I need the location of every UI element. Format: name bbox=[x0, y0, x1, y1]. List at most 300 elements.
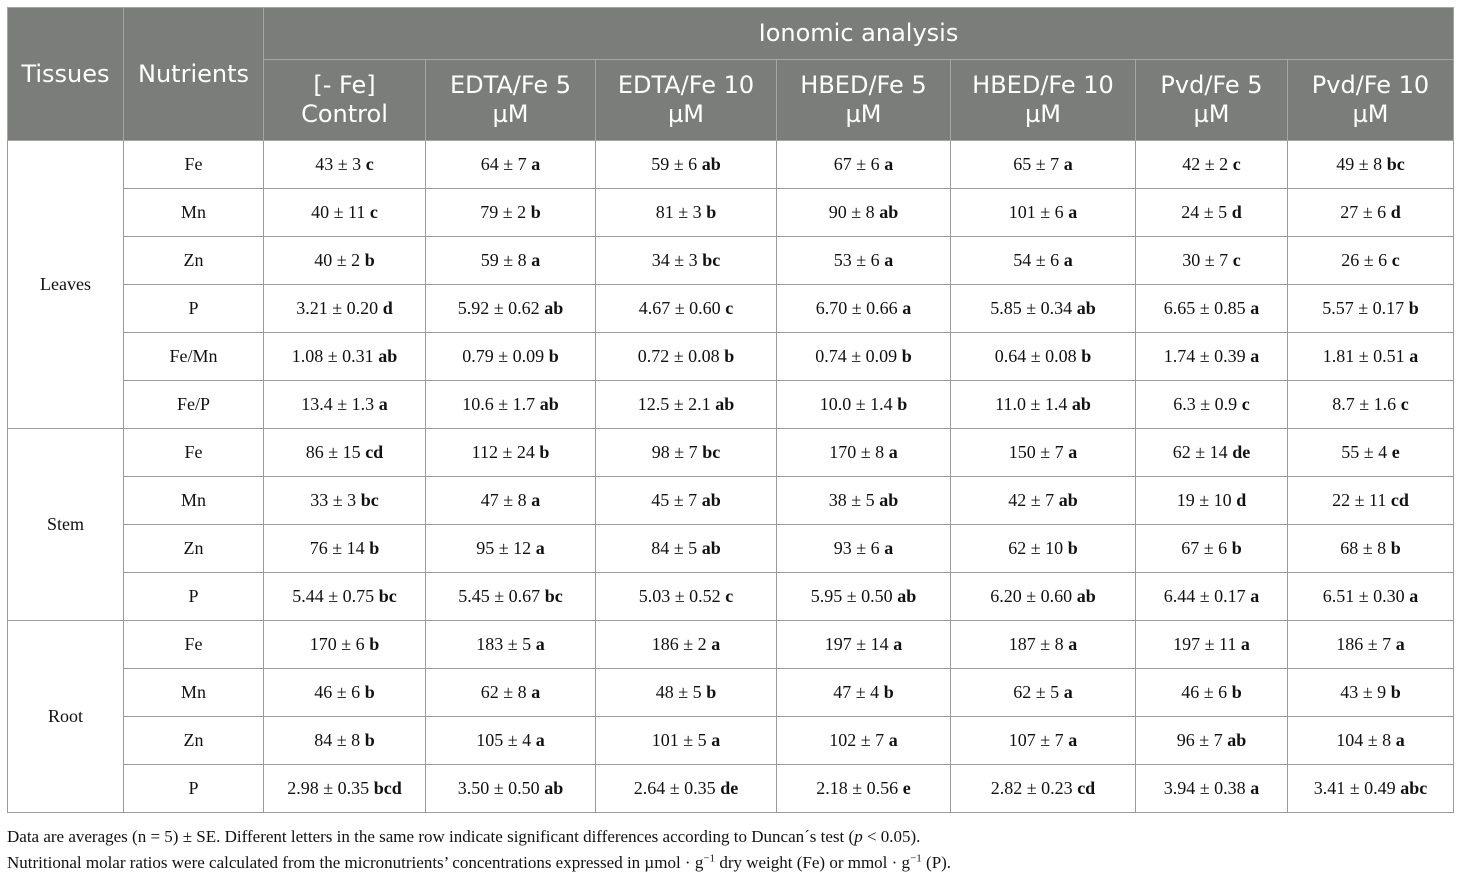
mean-se-value: 2.18 ± 0.56 bbox=[816, 778, 899, 798]
value-cell bbox=[1288, 189, 1454, 237]
mean-se-value: 86 ± 15 bbox=[305, 442, 361, 462]
mean-se-value: 102 ± 7 bbox=[829, 730, 885, 750]
significance-letters: c bbox=[725, 298, 734, 318]
mean-se-value: 5.92 ± 0.62 bbox=[457, 298, 540, 318]
mean-se-value: 43 ± 3 bbox=[315, 154, 362, 174]
mean-se-value: 93 ± 6 bbox=[833, 538, 880, 558]
value-cell bbox=[426, 573, 596, 621]
value-cell bbox=[426, 669, 596, 717]
mean-se-value: 187 ± 8 bbox=[1008, 634, 1064, 654]
mean-se-value: 107 ± 7 bbox=[1008, 730, 1064, 750]
treatment-header bbox=[264, 60, 426, 141]
value-cell bbox=[951, 573, 1136, 621]
value-cell bbox=[777, 525, 951, 573]
significance-letters: ab bbox=[544, 298, 564, 318]
value-cell bbox=[777, 189, 951, 237]
value-cell bbox=[596, 525, 777, 573]
mean-se-value: 55 ± 4 bbox=[1341, 442, 1388, 462]
mean-se-value: 62 ± 8 bbox=[480, 682, 527, 702]
significance-letters: a bbox=[1250, 298, 1260, 318]
value-cell bbox=[1288, 141, 1454, 189]
significance-letters: a bbox=[711, 634, 721, 654]
significance-letters: cd bbox=[1390, 490, 1409, 510]
mean-se-value: 1.08 ± 0.31 bbox=[291, 346, 374, 366]
significance-letters: b bbox=[369, 538, 380, 558]
treatment-header bbox=[777, 60, 951, 141]
significance-letters: ab bbox=[879, 202, 899, 222]
value-cell bbox=[1136, 237, 1288, 285]
significance-letters: a bbox=[1063, 154, 1073, 174]
mean-se-value: 95 ± 12 bbox=[476, 538, 532, 558]
significance-letters: b bbox=[530, 202, 541, 222]
value-cell bbox=[596, 381, 777, 429]
treatment-header-line: HBED/Fe 10 bbox=[972, 71, 1114, 99]
significance-letters: a bbox=[711, 730, 721, 750]
value-cell bbox=[1136, 285, 1288, 333]
mean-se-value: 54 ± 6 bbox=[1013, 250, 1060, 270]
significance-letters: c bbox=[1241, 394, 1250, 414]
significance-letters: a bbox=[535, 730, 545, 750]
value-cell bbox=[777, 669, 951, 717]
nutrient-cell: P bbox=[124, 765, 264, 813]
mean-se-value: 6.65 ± 0.85 bbox=[1163, 298, 1246, 318]
value-cell bbox=[1288, 285, 1454, 333]
value-cell bbox=[596, 429, 777, 477]
value-cell bbox=[777, 429, 951, 477]
mean-se-value: 5.44 ± 0.75 bbox=[292, 586, 375, 606]
mean-se-value: 0.72 ± 0.08 bbox=[637, 346, 720, 366]
nutrient-cell: Zn bbox=[124, 237, 264, 285]
significance-letters: a bbox=[1063, 682, 1073, 702]
significance-letters: b bbox=[706, 202, 717, 222]
treatment-header bbox=[951, 60, 1136, 141]
value-cell bbox=[264, 285, 426, 333]
significance-letters: b bbox=[364, 682, 375, 702]
mean-se-value: 0.79 ± 0.09 bbox=[462, 346, 545, 366]
nutrient-cell: Fe bbox=[124, 621, 264, 669]
nutrient-cell: P bbox=[124, 285, 264, 333]
significance-letters: de bbox=[1232, 442, 1251, 462]
value-cell bbox=[264, 621, 426, 669]
significance-letters: b bbox=[1390, 538, 1401, 558]
mean-se-value: 48 ± 5 bbox=[655, 682, 702, 702]
value-cell bbox=[1136, 381, 1288, 429]
mean-se-value: 2.82 ± 0.23 bbox=[990, 778, 1073, 798]
mean-se-value: 67 ± 6 bbox=[1181, 538, 1228, 558]
nutrient-cell: Mn bbox=[124, 189, 264, 237]
significance-letters: a bbox=[1240, 634, 1250, 654]
value-cell bbox=[1288, 621, 1454, 669]
nutrient-cell: Zn bbox=[124, 525, 264, 573]
significance-letters: a bbox=[1068, 730, 1078, 750]
tissues-header: Tissues bbox=[8, 8, 124, 141]
mean-se-value: 183 ± 5 bbox=[476, 634, 532, 654]
value-cell bbox=[777, 717, 951, 765]
value-cell bbox=[1288, 237, 1454, 285]
treatment-header bbox=[596, 60, 777, 141]
value-cell bbox=[777, 477, 951, 525]
significance-letters: ab bbox=[378, 346, 398, 366]
mean-se-value: 76 ± 14 bbox=[309, 538, 365, 558]
mean-se-value: 6.70 ± 0.66 bbox=[815, 298, 898, 318]
value-cell bbox=[426, 285, 596, 333]
value-cell bbox=[426, 429, 596, 477]
value-cell bbox=[777, 237, 951, 285]
treatment-header-line: µM bbox=[1193, 100, 1230, 128]
significance-letters: a bbox=[1395, 730, 1405, 750]
mean-se-value: 53 ± 6 bbox=[833, 250, 880, 270]
value-cell bbox=[264, 669, 426, 717]
table-row bbox=[8, 477, 1454, 525]
value-cell bbox=[951, 717, 1136, 765]
mean-se-value: 8.7 ± 1.6 bbox=[1332, 394, 1397, 414]
mean-se-value: 43 ± 9 bbox=[1340, 682, 1387, 702]
table-footnotes bbox=[7, 824, 1453, 876]
ionomic-table bbox=[7, 7, 1454, 813]
value-cell bbox=[1136, 525, 1288, 573]
treatment-header-line: Pvd/Fe 5 bbox=[1160, 71, 1263, 99]
mean-se-value: 13.4 ± 1.3 bbox=[301, 394, 375, 414]
mean-se-value: 0.64 ± 0.08 bbox=[994, 346, 1077, 366]
treatment-header-line: µM bbox=[492, 100, 529, 128]
significance-letters: a bbox=[884, 154, 894, 174]
mean-se-value: 46 ± 6 bbox=[314, 682, 361, 702]
value-cell bbox=[951, 141, 1136, 189]
treatment-header-line: µM bbox=[1025, 100, 1061, 128]
table-row bbox=[8, 429, 1454, 477]
table-row bbox=[8, 669, 1454, 717]
nutrient-cell: Zn bbox=[124, 717, 264, 765]
value-cell bbox=[777, 381, 951, 429]
value-cell bbox=[951, 621, 1136, 669]
value-cell bbox=[596, 189, 777, 237]
value-cell bbox=[596, 285, 777, 333]
table-body bbox=[8, 141, 1454, 813]
mean-se-value: 6.3 ± 0.9 bbox=[1173, 394, 1238, 414]
table-row bbox=[8, 717, 1454, 765]
value-cell bbox=[426, 525, 596, 573]
treatment-header bbox=[426, 60, 596, 141]
mean-se-value: 40 ± 11 bbox=[311, 202, 366, 222]
significance-letters: a bbox=[531, 250, 541, 270]
mean-se-value: 112 ± 24 bbox=[471, 442, 535, 462]
value-cell bbox=[1136, 573, 1288, 621]
significance-letters: bc bbox=[702, 250, 721, 270]
value-cell bbox=[596, 237, 777, 285]
treatment-header-line: µM bbox=[668, 100, 704, 128]
significance-letters: ab bbox=[1058, 490, 1078, 510]
mean-se-value: 2.98 ± 0.35 bbox=[287, 778, 370, 798]
value-cell bbox=[777, 765, 951, 813]
value-cell bbox=[264, 189, 426, 237]
value-cell bbox=[1136, 621, 1288, 669]
mean-se-value: 84 ± 8 bbox=[314, 730, 361, 750]
value-cell bbox=[426, 717, 596, 765]
value-cell bbox=[951, 669, 1136, 717]
value-cell bbox=[1136, 477, 1288, 525]
significance-letters: b bbox=[369, 634, 380, 654]
mean-se-value: 62 ± 14 bbox=[1172, 442, 1228, 462]
significance-letters: a bbox=[888, 442, 898, 462]
value-cell bbox=[596, 477, 777, 525]
mean-se-value: 186 ± 7 bbox=[1336, 634, 1392, 654]
table-row bbox=[8, 381, 1454, 429]
mean-se-value: 3.50 ± 0.50 bbox=[457, 778, 540, 798]
value-cell bbox=[596, 669, 777, 717]
significance-letters: ab bbox=[539, 394, 559, 414]
mean-se-value: 5.57 ± 0.17 bbox=[1322, 298, 1405, 318]
mean-se-value: 6.44 ± 0.17 bbox=[1163, 586, 1246, 606]
mean-se-value: 33 ± 3 bbox=[310, 490, 357, 510]
table-row bbox=[8, 141, 1454, 189]
significance-letters: b bbox=[548, 346, 559, 366]
value-cell bbox=[951, 381, 1136, 429]
significance-letters: a bbox=[884, 538, 894, 558]
value-cell bbox=[264, 381, 426, 429]
value-cell bbox=[1288, 669, 1454, 717]
significance-letters: b bbox=[724, 346, 735, 366]
footnote-2: Nutritional molar ratios were calculated from the micronutrients’ concentrations expressed in $\mu mol \cdot g^{-1}$ dry weight (Fe) or mmol · $g^{-1}$ (P). bbox=[7, 852, 952, 872]
significance-letters: b bbox=[1408, 298, 1419, 318]
value-cell bbox=[264, 717, 426, 765]
mean-se-value: 1.74 ± 0.39 bbox=[1163, 346, 1246, 366]
significance-letters: e bbox=[1391, 442, 1400, 462]
mean-se-value: 45 ± 7 bbox=[651, 490, 698, 510]
mean-se-value: 24 ± 5 bbox=[1181, 202, 1228, 222]
value-cell bbox=[264, 477, 426, 525]
table-header bbox=[8, 8, 1454, 141]
significance-letters: a bbox=[1395, 634, 1405, 654]
significance-letters: c bbox=[1391, 250, 1400, 270]
significance-letters: ab bbox=[1076, 586, 1096, 606]
value-cell bbox=[951, 429, 1136, 477]
mean-se-value: 46 ± 6 bbox=[1181, 682, 1228, 702]
value-cell bbox=[1288, 381, 1454, 429]
treatment-header-line: µM bbox=[845, 100, 882, 128]
value-cell bbox=[951, 333, 1136, 381]
mean-se-value: 49 ± 8 bbox=[1336, 154, 1383, 174]
significance-letters: ab bbox=[897, 586, 917, 606]
value-cell bbox=[777, 285, 951, 333]
mean-se-value: 42 ± 2 bbox=[1182, 154, 1229, 174]
significance-letters: bc bbox=[702, 442, 721, 462]
significance-letters: ab bbox=[1076, 298, 1096, 318]
value-cell bbox=[264, 573, 426, 621]
mean-se-value: 5.45 ± 0.67 bbox=[458, 586, 541, 606]
value-cell bbox=[596, 621, 777, 669]
significance-letters: a bbox=[1250, 346, 1260, 366]
ionomic-table-container bbox=[7, 7, 1453, 813]
table-row bbox=[8, 525, 1454, 573]
treatment-header-line: Pvd/Fe 10 bbox=[1311, 71, 1430, 99]
mean-se-value: 0.74 ± 0.09 bbox=[815, 346, 898, 366]
mean-se-value: 4.67 ± 0.60 bbox=[638, 298, 721, 318]
significance-letters: ab bbox=[715, 394, 735, 414]
value-cell bbox=[777, 573, 951, 621]
treatment-header bbox=[1136, 60, 1288, 141]
significance-letters: a bbox=[902, 298, 912, 318]
significance-letters: a bbox=[1068, 442, 1078, 462]
mean-se-value: 30 ± 7 bbox=[1182, 250, 1229, 270]
significance-letters: a bbox=[884, 250, 894, 270]
mean-se-value: 67 ± 6 bbox=[833, 154, 880, 174]
value-cell bbox=[264, 429, 426, 477]
footnote-1: Data are averages (n = 5) ± SE. Different letters in the same row indicate significant differences according to Duncan´s test (p < 0.05). bbox=[7, 827, 921, 846]
value-cell bbox=[951, 525, 1136, 573]
mean-se-value: 186 ± 2 bbox=[651, 634, 707, 654]
significance-letters: a bbox=[378, 394, 388, 414]
table-row bbox=[8, 237, 1454, 285]
treatment-header bbox=[1288, 60, 1454, 141]
significance-letters: c bbox=[365, 154, 374, 174]
value-cell bbox=[426, 381, 596, 429]
mean-se-value: 12.5 ± 2.1 bbox=[637, 394, 711, 414]
mean-se-value: 10.0 ± 1.4 bbox=[819, 394, 893, 414]
significance-letters: c bbox=[1400, 394, 1409, 414]
value-cell bbox=[951, 189, 1136, 237]
significance-letters: b bbox=[901, 346, 912, 366]
mean-se-value: 59 ± 8 bbox=[480, 250, 527, 270]
mean-se-value: 101 ± 6 bbox=[1008, 202, 1064, 222]
significance-letters: ab bbox=[544, 778, 564, 798]
mean-se-value: 1.81 ± 0.51 bbox=[1322, 346, 1405, 366]
value-cell bbox=[1288, 573, 1454, 621]
value-cell bbox=[1136, 669, 1288, 717]
mean-se-value: 104 ± 8 bbox=[1336, 730, 1392, 750]
mean-se-value: 79 ± 2 bbox=[480, 202, 527, 222]
nutrient-cell: Fe bbox=[124, 429, 264, 477]
value-cell bbox=[777, 333, 951, 381]
mean-se-value: 98 ± 7 bbox=[651, 442, 698, 462]
value-cell bbox=[596, 573, 777, 621]
ionomic-analysis-header: Ionomic analysis bbox=[264, 8, 1454, 60]
table-row bbox=[8, 285, 1454, 333]
significance-letters: b bbox=[1390, 682, 1401, 702]
nutrient-cell: Mn bbox=[124, 669, 264, 717]
mean-se-value: 105 ± 4 bbox=[476, 730, 532, 750]
significance-letters: b bbox=[897, 394, 908, 414]
mean-se-value: 2.64 ± 0.35 bbox=[633, 778, 716, 798]
significance-letters: a bbox=[1063, 250, 1073, 270]
mean-se-value: 3.94 ± 0.38 bbox=[1163, 778, 1246, 798]
significance-letters: ab bbox=[879, 490, 899, 510]
value-cell bbox=[264, 525, 426, 573]
significance-letters: a bbox=[1068, 634, 1078, 654]
significance-letters: bc bbox=[1386, 154, 1405, 174]
nutrients-header: Nutrients bbox=[124, 8, 264, 141]
significance-letters: a bbox=[1068, 202, 1078, 222]
mean-se-value: 64 ± 7 bbox=[480, 154, 527, 174]
mean-se-value: 5.03 ± 0.52 bbox=[638, 586, 721, 606]
mean-se-value: 11.0 ± 1.4 bbox=[995, 394, 1068, 414]
mean-se-value: 40 ± 2 bbox=[314, 250, 361, 270]
value-cell bbox=[1136, 429, 1288, 477]
significance-letters: ab bbox=[701, 154, 721, 174]
significance-letters: a bbox=[1409, 586, 1419, 606]
significance-letters: cd bbox=[1077, 778, 1096, 798]
significance-letters: ab bbox=[701, 538, 721, 558]
significance-letters: b bbox=[1231, 538, 1242, 558]
significance-letters: b bbox=[1081, 346, 1092, 366]
treatment-header-line: HBED/Fe 5 bbox=[800, 71, 927, 99]
mean-se-value: 6.20 ± 0.60 bbox=[990, 586, 1073, 606]
significance-letters: cd bbox=[365, 442, 384, 462]
value-cell bbox=[426, 189, 596, 237]
significance-letters: c bbox=[725, 586, 734, 606]
significance-letters: c bbox=[1232, 154, 1241, 174]
significance-letters: a bbox=[1409, 346, 1419, 366]
significance-letters: a bbox=[888, 730, 898, 750]
mean-se-value: 84 ± 5 bbox=[651, 538, 698, 558]
table-row bbox=[8, 333, 1454, 381]
value-cell bbox=[1288, 429, 1454, 477]
value-cell bbox=[596, 717, 777, 765]
significance-letters: b bbox=[1231, 682, 1242, 702]
value-cell bbox=[596, 141, 777, 189]
significance-letters: ab bbox=[1071, 394, 1091, 414]
significance-letters: b bbox=[364, 730, 375, 750]
value-cell bbox=[264, 333, 426, 381]
significance-letters: ab bbox=[1227, 730, 1247, 750]
value-cell bbox=[1136, 765, 1288, 813]
significance-letters: a bbox=[535, 538, 545, 558]
mean-se-value: 96 ± 7 bbox=[1176, 730, 1223, 750]
significance-letters: a bbox=[531, 490, 541, 510]
mean-se-value: 42 ± 7 bbox=[1008, 490, 1055, 510]
significance-letters: ab bbox=[701, 490, 721, 510]
mean-se-value: 81 ± 3 bbox=[655, 202, 702, 222]
significance-letters: b bbox=[706, 682, 717, 702]
mean-se-value: 101 ± 5 bbox=[651, 730, 707, 750]
significance-letters: b bbox=[539, 442, 550, 462]
value-cell bbox=[951, 237, 1136, 285]
value-cell bbox=[426, 237, 596, 285]
mean-se-value: 22 ± 11 bbox=[1332, 490, 1387, 510]
value-cell bbox=[264, 141, 426, 189]
nutrient-cell: Fe/Mn bbox=[124, 333, 264, 381]
significance-letters: b bbox=[883, 682, 894, 702]
value-cell bbox=[1136, 189, 1288, 237]
significance-letters: b bbox=[364, 250, 375, 270]
significance-letters: a bbox=[535, 634, 545, 654]
value-cell bbox=[951, 765, 1136, 813]
significance-letters: e bbox=[902, 778, 911, 798]
table-row bbox=[8, 573, 1454, 621]
value-cell bbox=[596, 333, 777, 381]
table-row bbox=[8, 765, 1454, 813]
significance-letters: d bbox=[1231, 202, 1242, 222]
value-cell bbox=[426, 765, 596, 813]
mean-se-value: 38 ± 5 bbox=[828, 490, 875, 510]
value-cell bbox=[426, 621, 596, 669]
mean-se-value: 5.85 ± 0.34 bbox=[990, 298, 1073, 318]
tissue-cell: Root bbox=[8, 621, 124, 813]
significance-letters: a bbox=[893, 634, 903, 654]
mean-se-value: 65 ± 7 bbox=[1013, 154, 1060, 174]
value-cell bbox=[596, 765, 777, 813]
mean-se-value: 47 ± 8 bbox=[480, 490, 527, 510]
mean-se-value: 10.6 ± 1.7 bbox=[462, 394, 536, 414]
mean-se-value: 34 ± 3 bbox=[651, 250, 698, 270]
significance-letters: d bbox=[1236, 490, 1247, 510]
value-cell bbox=[1136, 717, 1288, 765]
significance-letters: abc bbox=[1400, 778, 1428, 798]
value-cell bbox=[264, 237, 426, 285]
mean-se-value: 6.51 ± 0.30 bbox=[1322, 586, 1405, 606]
nutrient-cell: Fe/P bbox=[124, 381, 264, 429]
nutrient-cell: Fe bbox=[124, 141, 264, 189]
value-cell bbox=[1288, 717, 1454, 765]
